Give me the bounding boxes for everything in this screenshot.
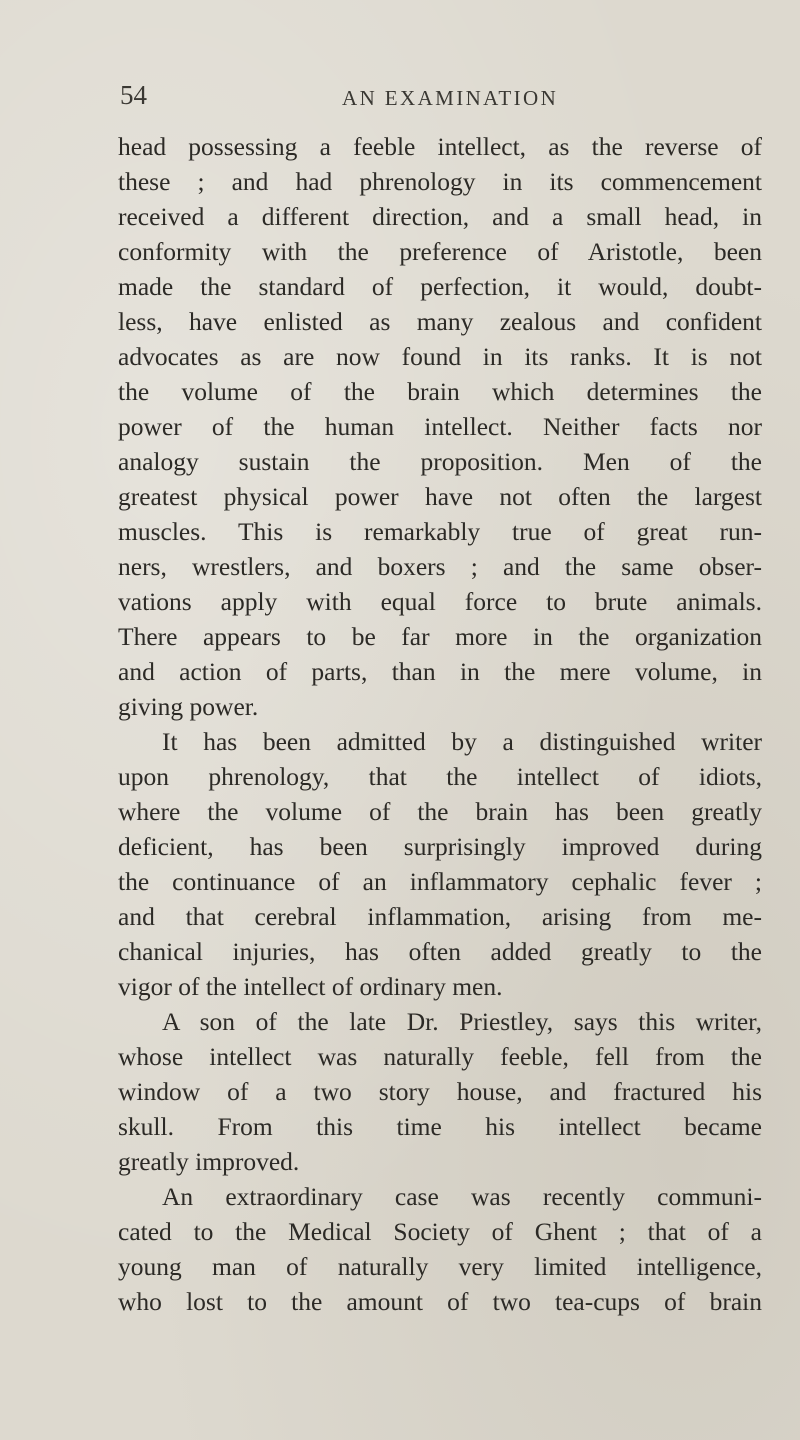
text-line: received a different direction, and a small head, in bbox=[118, 202, 762, 231]
text-line: greatest physical power have not often the largest bbox=[118, 482, 762, 511]
text-line: conformity with the preference of Aristotle, been bbox=[118, 237, 762, 266]
text-line: There appears to be far more in the organization bbox=[118, 622, 762, 651]
text-line: and that cerebral inflammation, arising from me- bbox=[118, 902, 762, 931]
paragraph-start-line: A son of the late Dr. Priestley, says this writer, bbox=[162, 1007, 762, 1036]
running-head: AN EXAMINATION bbox=[342, 86, 559, 110]
text-line: advocates as are now found in its ranks. It is not bbox=[118, 342, 762, 371]
text-line: where the volume of the brain has been greatly bbox=[118, 797, 762, 826]
page-header bbox=[120, 80, 760, 120]
text-line: less, have enlisted as many zealous and confident bbox=[118, 307, 762, 336]
text-line: vations apply with equal force to brute animals. bbox=[118, 587, 762, 616]
body-text bbox=[118, 129, 762, 1319]
text-line: chanical injuries, has often added greatly to the bbox=[118, 937, 762, 966]
text-line: window of a two story house, and fractured his bbox=[118, 1077, 762, 1106]
text-line: cated to the Medical Society of Ghent ; that of a bbox=[118, 1217, 762, 1246]
text-line: skull. From this time his intellect became bbox=[118, 1112, 762, 1141]
text-line: these ; and had phrenology in its commencement bbox=[118, 167, 762, 196]
paragraph-end-line: giving power. bbox=[118, 692, 259, 721]
text-line: analogy sustain the proposition. Men of the bbox=[118, 447, 762, 476]
text-line: young man of naturally very limited intelligence, bbox=[118, 1252, 762, 1281]
text-line: the continuance of an inflammatory cephalic fever ; bbox=[118, 867, 762, 896]
text-line: the volume of the brain which determines the bbox=[118, 377, 762, 406]
paragraph-end-line: vigor of the intellect of ordinary men. bbox=[118, 972, 503, 1001]
text-line: ners, wrestlers, and boxers ; and the same obser- bbox=[118, 552, 762, 581]
page-number: 54 bbox=[120, 80, 147, 110]
paragraph-end-line: greatly improved. bbox=[118, 1147, 300, 1176]
text-line: upon phrenology, that the intellect of idiots, bbox=[118, 762, 762, 791]
text-line: deficient, has been surprisingly improved during bbox=[118, 832, 762, 861]
text-line: power of the human intellect. Neither facts nor bbox=[118, 412, 762, 441]
paragraph-start-line: An extraordinary case was recently communi- bbox=[162, 1182, 762, 1211]
text-line: whose intellect was naturally feeble, fell from the bbox=[118, 1042, 762, 1071]
text-line: head possessing a feeble intellect, as the reverse of bbox=[118, 132, 762, 161]
text-line: and action of parts, than in the mere volume, in bbox=[118, 657, 762, 686]
text-line: muscles. This is remarkably true of great run- bbox=[118, 517, 762, 546]
text-line: made the standard of perfection, it would, doubt- bbox=[118, 272, 762, 301]
text-line: who lost to the amount of two tea-cups of brain bbox=[118, 1287, 762, 1316]
paragraph-start-line: It has been admitted by a distinguished writer bbox=[162, 727, 762, 756]
